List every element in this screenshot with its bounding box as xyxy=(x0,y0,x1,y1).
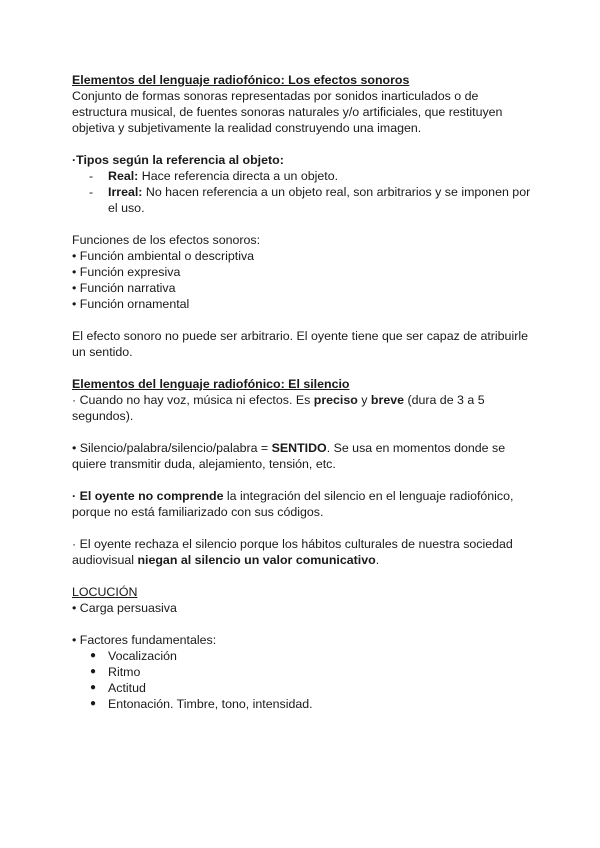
tipo-irreal-item xyxy=(89,184,532,216)
efectos-closing-paragraph: El efecto sonoro no puede ser arbitrario. El oyente tiene que ser capaz de atribuirle un sentido. xyxy=(72,329,528,359)
funcion-item: • Función narrativa xyxy=(72,281,176,295)
silencio-paragraph-3: · El oyente no comprende la integración del silencio en el lenguaje radiofónico, porque no está familiarizado con sus códigos. xyxy=(72,489,514,519)
section-heading-silencio: Elementos del lenguaje radiofónico: El silencio xyxy=(72,377,350,391)
section-heading-locucion: LOCUCIÓN xyxy=(72,585,138,599)
tipo-real-item xyxy=(89,168,532,184)
silencio-paragraph-2: • Silencio/palabra/silencio/palabra = SENTIDO. Se usa en momentos donde se quiere transmitir duda, alejamiento, tensión, etc. xyxy=(72,441,506,471)
factor-item: ● Ritmo xyxy=(90,665,141,679)
locucion-item: • Carga persuasiva xyxy=(72,601,177,615)
efectos-intro-paragraph: Conjunto de formas sonoras representadas por sonidos inarticulados o de estructura musical, de fuentes sonoras naturales y/o artificiales, que restituyen objetiva y subjetivamente la realidad construyendo una imagen. xyxy=(72,89,503,135)
factor-item: ● Actitud xyxy=(90,681,146,695)
tipo-term: Real: xyxy=(108,169,139,183)
bullet-icon: ● xyxy=(90,666,97,677)
funcion-item: • Función expresiva xyxy=(72,265,181,279)
bullet-icon: ● xyxy=(90,698,97,709)
section-heading-efectos-sonoros: Elementos del lenguaje radiofónico: Los efectos sonoros xyxy=(72,73,410,87)
document-body xyxy=(72,72,532,712)
silencio-paragraph-4: · El oyente rechaza el silencio porque los hábitos culturales de nuestra sociedad audiovisual niegan al silencio un valor comunicativo. xyxy=(72,537,513,567)
silencio-paragraph-1: · Cuando no hay voz, música ni efectos. Es preciso y breve (dura de 3 a 5 segundos). xyxy=(72,393,485,423)
factor-item: ● Entonación. Timbre, tono, intensidad. xyxy=(90,697,313,711)
funcion-item: • Función ambiental o descriptiva xyxy=(72,249,255,263)
factor-item: ● Vocalización xyxy=(90,649,177,663)
dash-marker: - xyxy=(89,169,94,183)
bullet-icon: ● xyxy=(90,650,97,661)
tipo-desc: No hacen referencia a un objeto real, son arbitrarios y se imponen por el uso. xyxy=(108,185,531,215)
factores-heading: • Factores fundamentales: xyxy=(72,633,217,647)
tipo-desc: Hace referencia directa a un objeto. xyxy=(138,169,339,183)
funciones-heading: Funciones de los efectos sonoros: xyxy=(72,233,261,247)
tipos-heading: ·Tipos según la referencia al objeto: xyxy=(72,153,284,167)
bullet-icon: ● xyxy=(90,682,97,693)
funcion-item: • Función ornamental xyxy=(72,297,190,311)
tipo-term: Irreal: xyxy=(108,185,143,199)
dash-marker: - xyxy=(89,185,94,199)
